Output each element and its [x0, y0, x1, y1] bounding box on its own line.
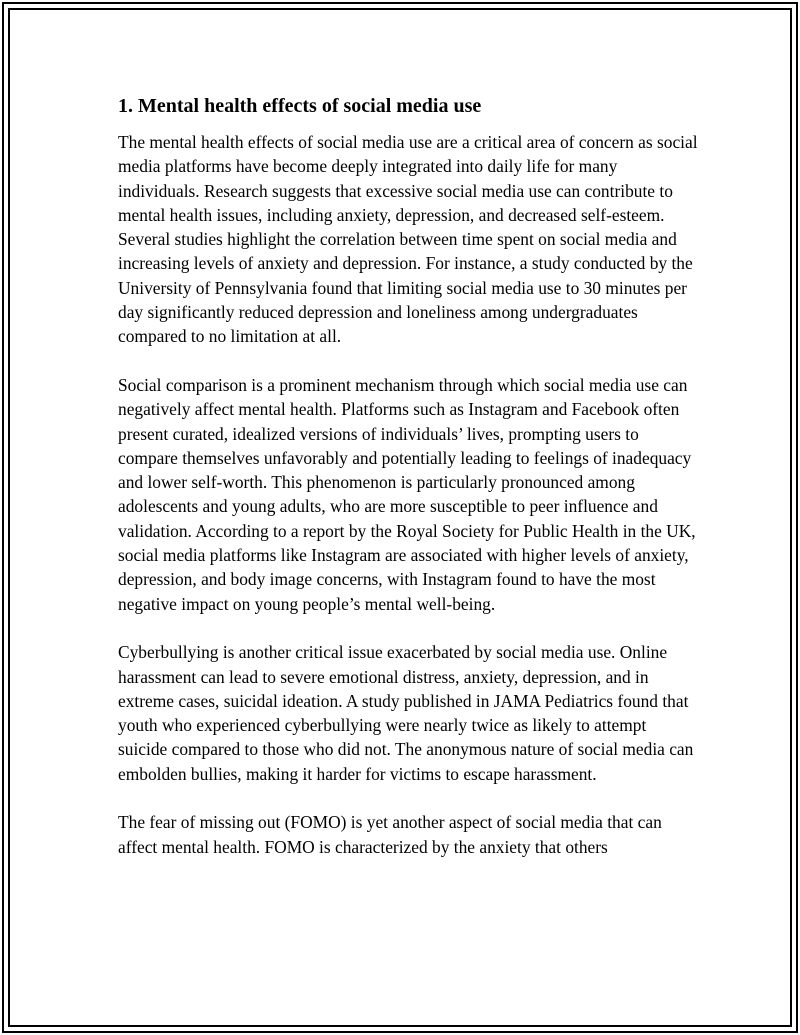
- paragraph-2: Social comparison is a prominent mechanism through which social media use can negatively affect mental health. Platforms such as Instagram and Facebook often present curated, idealized versions of individuals’ lives, prompting users to compare themselves unfavorably and potentially leading to feelings of inadequacy and lower self-worth. This phenomenon is particularly pronounced among adolescents and young adults, who are more susceptible to peer influence and validation. According to a report by the Royal Society for Public Health in the UK, social media platforms like Instagram are associated with higher levels of anxiety, depression, and body image concerns, with Instagram found to have the most negative impact on young people’s mental well-being.: [118, 374, 696, 614]
- document-body: [118, 94, 698, 883]
- paragraph-3: Cyberbullying is another critical issue exacerbated by social media use. Online harassment can lead to severe emotional distress, anxiety, depression, and in extreme cases, suicidal ideation. A study published in JAMA Pediatrics found that youth who experienced cyberbullying were nearly twice as likely to attempt suicide compared to those who did not. The anonymous nature of social media can embolden bullies, making it harder for victims to escape harassment.: [118, 642, 694, 784]
- paragraph-4: The fear of missing out (FOMO) is yet another aspect of social media that can affect mental health. FOMO is characterized by the anxiety that others: [118, 812, 662, 857]
- paragraph-1: The mental health effects of social media use are a critical area of concern as social media platforms have become deeply integrated into daily life for many individuals. Research suggests that excessive social media use can contribute to mental health issues, including anxiety, depression, and decreased self-esteem. Several studies highlight the correlation between time spent on social media and increasing levels of anxiety and depression. For instance, a study conducted by the University of Pennsylvania found that limiting social media use to 30 minutes per day significantly reduced depression and loneliness among undergraduates compared to no limitation at all.: [118, 132, 698, 347]
- section-heading: 1. Mental health effects of social media use: [118, 95, 482, 117]
